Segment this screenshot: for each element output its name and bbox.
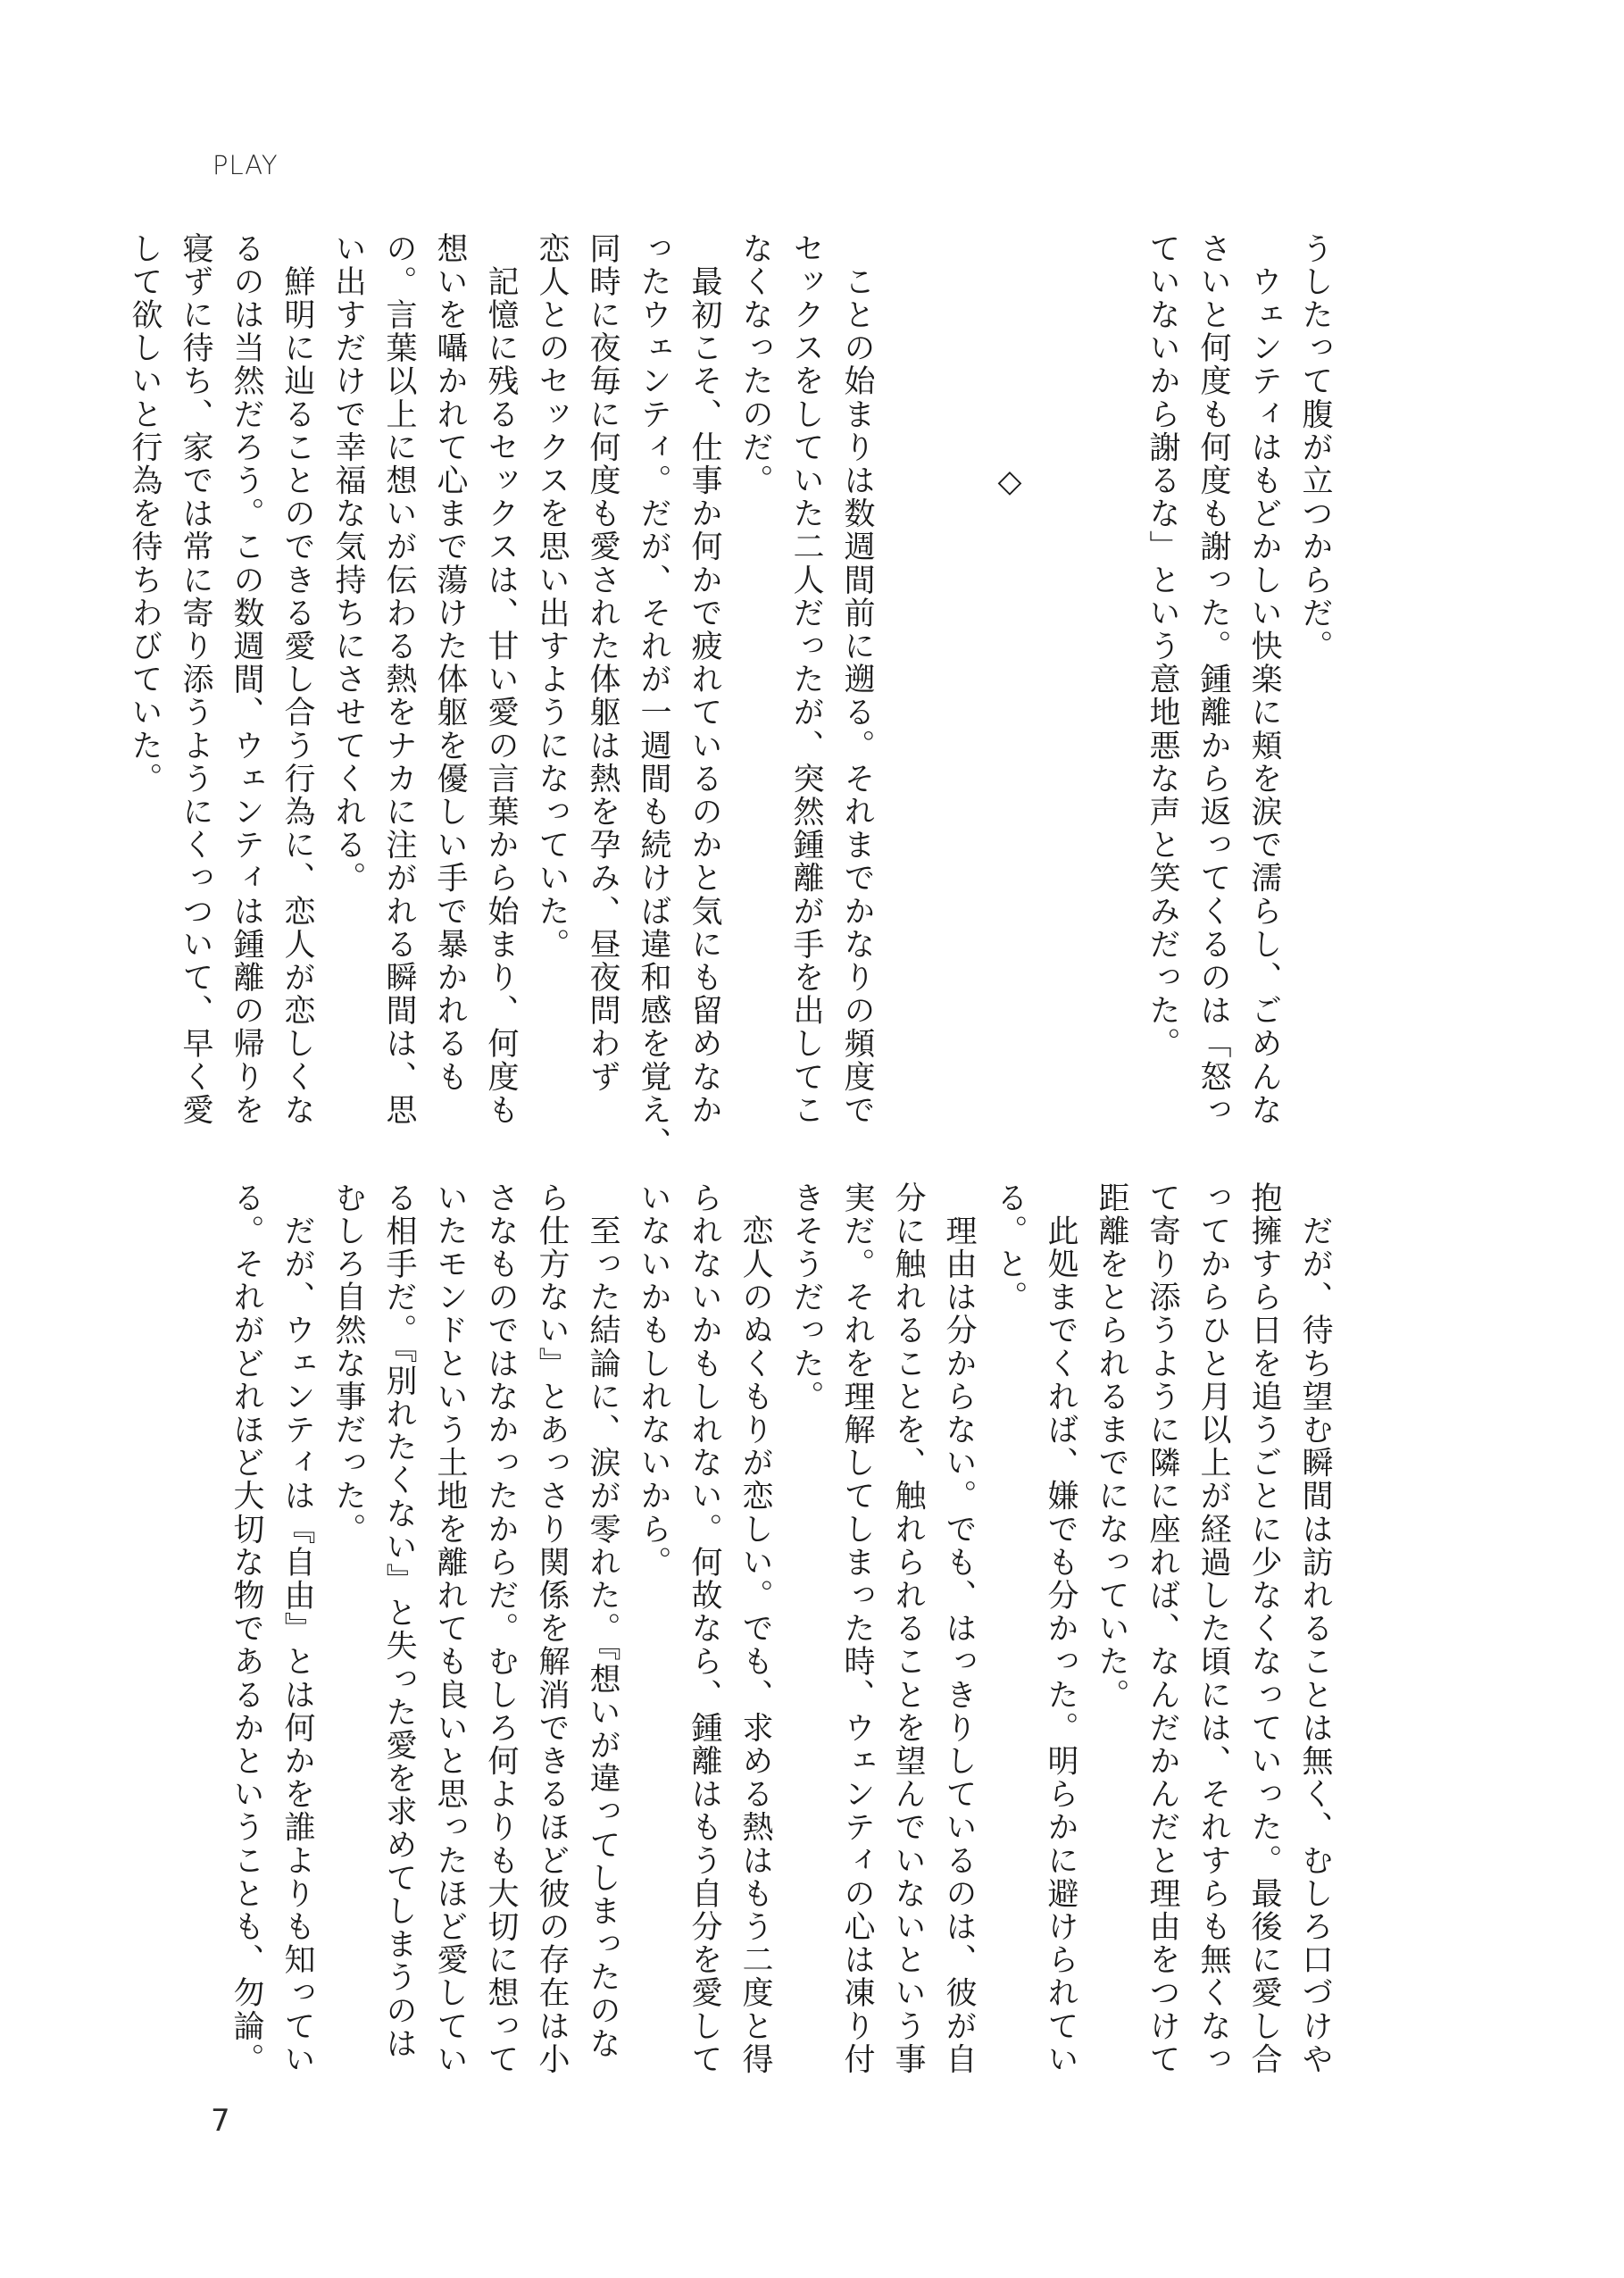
- text-line: 至った結論に、涙が零れた。『想いが違ってしまったのな: [585, 1181, 620, 2061]
- text-line: 想いを囁かれて心まで蕩けた体躯を優しい手で暴かれるも: [432, 232, 468, 1094]
- text-line: ていないから謝るな」という意地悪な声と笑みだった。: [1145, 232, 1180, 1061]
- text-line: いないかもしれないから。: [636, 1181, 671, 1580]
- text-line: の。言葉以上に想いが伝わる熱をナカに注がれる瞬間は、思: [381, 232, 417, 1127]
- text-line: ってからひと月以上が経過した頃には、それすらも無くなっ: [1195, 1181, 1231, 2076]
- text-line: [933, 232, 984, 1089]
- text-line: 実だ。それを理解してしまった時、ウェンティの心は凍り付: [839, 1181, 875, 2076]
- text-line: だが、ウェンティは『自由』とは何かを誰よりも知ってい: [279, 1181, 315, 2076]
- text-line: い出すだけで幸福な気持ちにさせてくれる。: [330, 232, 366, 895]
- page-number: 7: [211, 2103, 230, 2139]
- text-line: て寄り添うように隣に座れば、なんだかんだと理由をつけて: [1145, 1181, 1180, 2076]
- text-line: だが、待ち望む瞬間は訪れることは無く、むしろ口づけや: [1297, 1181, 1333, 2076]
- running-title: PLAY: [212, 150, 279, 180]
- text-line: る。と。: [992, 1181, 1028, 1314]
- text-line: セックスをしていた二人だったが、突然鍾離が手を出してこ: [788, 232, 824, 1127]
- text-line: むしろ自然な事だった。: [330, 1181, 366, 1547]
- text-block-bottom: [221, 1181, 1340, 2076]
- text-line: して欲しいと行為を待ちわびていた。: [127, 232, 162, 796]
- text-line: 記憶に残るセックスは、甘い愛の言葉から始まり、何度も: [483, 232, 519, 1127]
- text-line: [1035, 232, 1086, 1089]
- text-line: ったウェンティ。だが、それが一週間も続けば違和感を覚え、: [636, 232, 671, 1160]
- text-line: る。それがどれほど大切な物であるかということも、勿論。: [229, 1181, 264, 2076]
- text-line: 最初こそ、仕事か何かで疲れているのかと気にも留めなか: [687, 232, 722, 1127]
- text-block-top: [119, 232, 1340, 1160]
- text-line: ウェンティはもどかしい快楽に頬を涙で濡らし、ごめんな: [1246, 232, 1282, 1127]
- text-line: られないかもしれない。何故なら、鍾離はもう自分を愛して: [687, 1181, 722, 2076]
- text-line: 理由は分からない。でも、はっきりしているのは、彼が自: [941, 1181, 977, 2076]
- text-line: うしたって腹が立つからだ。: [1297, 232, 1333, 663]
- text-line: さいと何度も何度も謝った。鍾離から返ってくるのは「怒っ: [1195, 232, 1231, 1127]
- text-line: 鮮明に辿ることのできる愛し合う行為に、恋人が恋しくな: [279, 232, 315, 1127]
- text-line: ◇: [992, 232, 1028, 502]
- text-line: 距離をとられるまでになっていた。: [1094, 1181, 1129, 1712]
- text-line: るのは当然だろう。この数週間、ウェンティは鍾離の帰りを: [229, 232, 264, 1127]
- text-line: る相手だ。『別れたくない』と失った愛を求めてしまうのは: [381, 1181, 417, 2061]
- text-line: 恋人のぬくもりが恋しい。でも、求める熱はもう二度と得: [737, 1181, 773, 2076]
- text-line: 抱擁すら日を追うごとに少なくなっていった。最後に愛し合: [1246, 1181, 1282, 2076]
- text-line: きそうだった。: [788, 1181, 824, 1414]
- text-line: なくなったのだ。: [737, 232, 773, 497]
- text-line: 分に触れることを、触れられることを望んでいないという事: [890, 1181, 926, 2076]
- text-line: さなものではなかったからだ。むしろ何よりも大切に想って: [483, 1181, 519, 2076]
- text-line: いたモンドという土地を離れても良いと思ったほど愛してい: [432, 1181, 468, 2076]
- text-line: ことの始まりは数週間前に遡る。それまでかなりの頻度で: [839, 232, 875, 1127]
- text-line: 此処までくれば、嫌でも分かった。明らかに避けられてい: [1043, 1181, 1079, 2076]
- text-line: 寝ずに待ち、家では常に寄り添うようにくっついて、早く愛: [178, 232, 213, 1127]
- text-line: 恋人とのセックスを思い出すようになっていた。: [534, 232, 570, 962]
- text-line: [1086, 232, 1137, 1089]
- text-line: ら仕方ない』とあっさり関係を解消できるほど彼の存在は小: [534, 1181, 570, 2076]
- text-line: 同時に夜毎に何度も愛された体躯は熱を孕み、昼夜問わず: [585, 232, 620, 1094]
- text-line: [882, 232, 933, 1089]
